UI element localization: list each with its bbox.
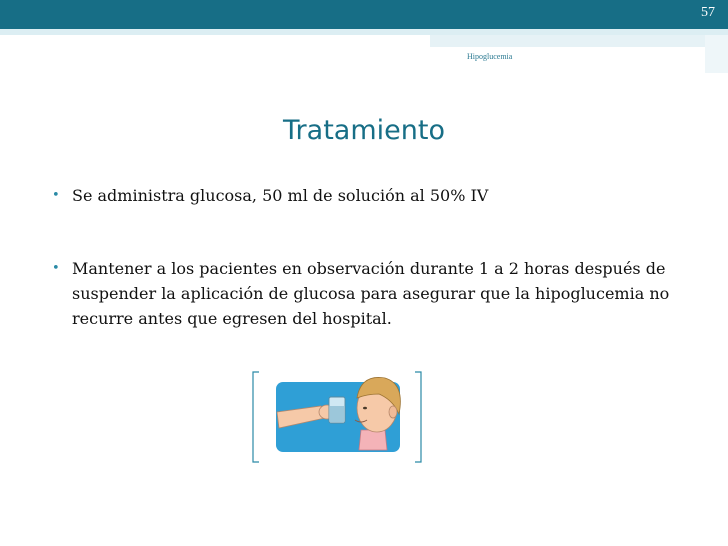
bullet-item [52, 183, 692, 208]
bullet-icon: • [52, 261, 60, 276]
ear-shape [389, 406, 397, 418]
top-band [0, 0, 728, 29]
header-tab-accent [430, 35, 728, 47]
bullet-list [52, 183, 692, 331]
header-tab-accent-right [705, 35, 728, 73]
right-bracket [415, 372, 421, 462]
bullet-text: Se administra glucosa, 50 ml de solución al 50% IV [72, 186, 489, 205]
slide-title: Tratamiento [283, 115, 445, 146]
slide-header: Hipoglucemia [467, 52, 513, 61]
bullet-text: Mantener a los pacientes en observación durante 1 a 2 horas después de suspender la aplicación de glucosa para asegurar que la hipoglucemia no recurre antes que egresen del hospital. [72, 259, 670, 328]
collar-shape [359, 430, 387, 450]
bullet-item [52, 256, 692, 331]
left-bracket [253, 372, 259, 462]
eye-shape [363, 407, 367, 410]
bullet-icon: • [52, 188, 60, 203]
slide-number: 57 [701, 5, 715, 20]
person-drinking-glass-icon [249, 370, 425, 464]
glass-liquid [330, 406, 344, 422]
